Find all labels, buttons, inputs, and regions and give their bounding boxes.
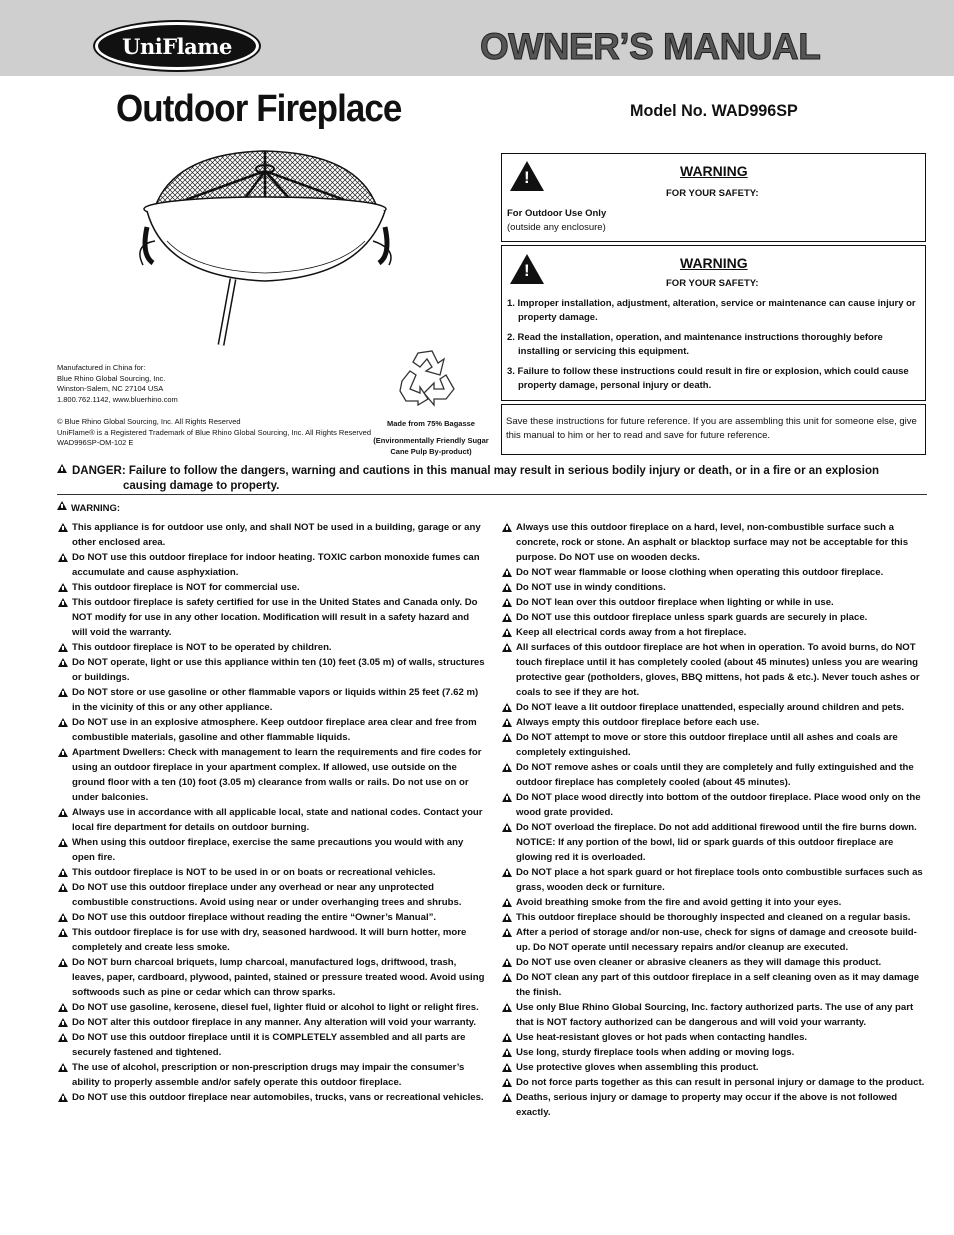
warning-item — [501, 925, 929, 955]
manufacturer-info: Manufactured in China for: Blue Rhino Global Sourcing, Inc. Winston-Salem, NC 27104 USA 1.800.762.1142, www.bluerhino.com — [57, 363, 178, 404]
warning-triangle-icon — [58, 748, 68, 757]
warning-triangle-icon — [502, 1003, 512, 1012]
warning-triangle-icon — [502, 913, 512, 922]
warning-item-text: Keep all electrical cords away from a hot fireplace. — [516, 627, 747, 638]
warning-triangle-icon — [57, 501, 69, 511]
warning-triangle-icon — [502, 643, 512, 652]
warning-triangle-icon — [58, 838, 68, 847]
warning-item — [57, 880, 485, 910]
warning-triangle-icon — [58, 718, 68, 727]
warning-item — [57, 835, 485, 865]
warning-item — [501, 1030, 929, 1045]
warning-item-text: Do NOT use this outdoor fireplace unless spark guards are securely in place. — [516, 612, 868, 623]
warning-item-text: All surfaces of this outdoor fireplace are hot when in operation. To avoid burns, do NOT touch fireplace until it has completely cooled (about 45 minutes) unless you are wearing protective gear (potholders, gloves, BBQ mittens, hot pads & etc.). Never touch ashes or coals to see if they are hot. — [516, 642, 920, 698]
warning-triangle-icon — [58, 553, 68, 562]
warning-triangle-icon — [502, 868, 512, 877]
warning-triangle-icon — [58, 928, 68, 937]
warning-item — [57, 715, 485, 745]
divider — [57, 494, 927, 495]
warning-item-text: Do NOT lean over this outdoor fireplace when lighting or while in use. — [516, 597, 834, 608]
warning-item-text: Apartment Dwellers: Check with management to learn the requirements and fire codes for using an outdoor fireplace in your apartment complex. If allowed, use outside on the ground floor with a ten (10) foot (3.05 m) clearance from walls or rails. Do not use on or under balconies. — [72, 747, 482, 803]
warning-heading: WARNING — [680, 163, 748, 179]
warning-item — [501, 790, 929, 820]
warning-triangle-icon — [502, 928, 512, 937]
warning-item — [501, 625, 929, 640]
warning-item-text: Do NOT place wood directly into bottom of the outdoor fireplace. Place wood only on the wood grate provided. — [516, 792, 921, 818]
warning-item-text: Do NOT remove ashes or coals until they are completely and fully extinguished and the outdoor fireplace has completely cooled (about 45 minutes). — [516, 762, 914, 788]
warning-item — [57, 910, 485, 925]
danger-text-line1: DANGER: Failure to follow the dangers, warning and cautions in this manual may result in serious bodily injury or death, or in a fire or an explosion — [72, 465, 880, 477]
warning-item — [501, 970, 929, 1000]
warning-item — [57, 925, 485, 955]
recycle-icon — [396, 345, 458, 407]
warning-item-text: Do not force parts together as this can result in personal injury or damage to the product. — [516, 1077, 925, 1088]
warning-item — [501, 580, 929, 595]
outdoor-use-note — [507, 207, 606, 235]
warning-item — [501, 895, 929, 910]
warning-subheading: FOR YOUR SAFETY: — [666, 188, 759, 199]
warning-item-text: Do NOT use this outdoor fireplace until it is COMPLETELY assembled and all parts are securely fastened and tightened. — [72, 1032, 466, 1058]
header-bar — [0, 0, 954, 76]
warning-triangle-icon — [58, 958, 68, 967]
warning-triangle-icon — [58, 1033, 68, 1042]
model-number: Model No. WAD996SP — [630, 101, 798, 120]
warning-item — [501, 610, 929, 625]
warning-triangle-icon — [58, 583, 68, 592]
danger-triangle-icon — [57, 464, 69, 474]
warning-item — [501, 1000, 929, 1030]
warning-item — [501, 1060, 929, 1075]
warning-item-text: Always use this outdoor fireplace on a hard, level, non-combustible surface such a concrete, rock or stone. An asphalt or blacktop surface may not be acceptable for this purpose. Do NOT use on wooden decks. — [516, 522, 909, 563]
warning-item-text: Do NOT clean any part of this outdoor fireplace in a self cleaning oven as it may damage the finish. — [516, 972, 920, 998]
warning-triangle-icon — [502, 718, 512, 727]
warning-triangle-icon — [58, 868, 68, 877]
warning-triangle-icon — [58, 523, 68, 532]
warning-item — [501, 865, 929, 895]
warning-item — [501, 715, 929, 730]
warning-item — [501, 595, 929, 610]
warning-item — [501, 955, 929, 970]
warning-triangle-icon — [502, 1033, 512, 1042]
warning-item-text: Do NOT use this outdoor fireplace near automobiles, trucks, vans or recreational vehicles. — [72, 1092, 484, 1103]
product-title: Outdoor Fireplace — [116, 88, 402, 130]
warning-subheading: FOR YOUR SAFETY: — [666, 278, 759, 289]
warning-triangle-icon — [58, 688, 68, 697]
warning-triangle-icon — [510, 161, 544, 191]
warning-item — [57, 955, 485, 1000]
warning-triangle-icon — [502, 598, 512, 607]
warning-triangle-icon — [510, 254, 544, 284]
warning-item — [57, 685, 485, 715]
warning-item-text: After a period of storage and/or non-use, check for signs of damage and creosote build-up. Do NOT operate until necessary repairs and/or cleanup are executed. — [516, 927, 917, 953]
warning-item — [57, 1015, 485, 1030]
warning-section-label: WARNING: — [71, 503, 121, 514]
warnings-right-column — [501, 520, 929, 1120]
warning-triangle-icon — [502, 583, 512, 592]
warnings-left-column — [57, 520, 485, 1105]
safety-item: 3. Failure to follow these instructions could result in fire or explosion, which could cause property damage, personal injury or death. — [507, 366, 909, 391]
warning-item-text: Use only Blue Rhino Global Sourcing, Inc. factory authorized parts. The use of any part that is NOT factory authorized can be dangerous and will void your warranty. — [516, 1002, 914, 1028]
warning-item-text: This outdoor fireplace is NOT to be operated by children. — [72, 642, 332, 653]
warning-item-text: Do NOT operate, light or use this appliance within ten (10) feet (3.05 m) of walls, structures or buildings. — [72, 657, 485, 683]
warning-item-text: Do NOT alter this outdoor fireplace in any manner. Any alteration will void your warranty. — [72, 1017, 477, 1028]
warning-item — [501, 565, 929, 580]
warning-triangle-icon — [502, 733, 512, 742]
warning-triangle-icon — [502, 1093, 512, 1102]
warning-triangle-icon — [58, 1093, 68, 1102]
warning-section-header — [57, 501, 120, 514]
warning-item-text: Do NOT use this outdoor fireplace for indoor heating. TOXIC carbon monoxide fumes can accumulate and cause asphyxiation. — [72, 552, 480, 578]
warning-triangle-icon — [502, 1048, 512, 1057]
warning-item-text: Do NOT burn charcoal briquets, lump charcoal, manufactured logs, driftwood, trash, leaves, paper, cardboard, plywood, painted, stained or pressure treated wood. Avoid using softwoods such as pine or cedar which can throw sparks. — [72, 957, 485, 998]
warning-item — [57, 1060, 485, 1090]
warning-triangle-icon — [58, 1018, 68, 1027]
warning-item-text: This outdoor fireplace is for use with dry, seasoned hardwood. It will burn hotter, more completely and create less smoke. — [72, 927, 467, 953]
warning-item-text: Use heat-resistant gloves or hot pads when contacting handles. — [516, 1032, 808, 1043]
warning-triangle-icon — [58, 1003, 68, 1012]
warning-item-text: Deaths, serious injury or damage to property may occur if the above is not followed exactly. — [516, 1092, 898, 1118]
warning-triangle-icon — [502, 568, 512, 577]
manual-title: OWNER’S MANUAL — [480, 26, 821, 67]
warning-item — [57, 745, 485, 805]
warning-triangle-icon — [502, 628, 512, 637]
warning-item-text: Always empty this outdoor fireplace before each use. — [516, 717, 760, 728]
warning-item — [501, 1045, 929, 1060]
warning-item-text: Do NOT store or use gasoline or other flammable vapors or liquids within 25 feet (7.62 m) in the vicinity of this or any other appliance. — [72, 687, 479, 713]
warning-item — [57, 1090, 485, 1105]
warning-item — [501, 820, 929, 865]
warning-box-outdoor — [501, 153, 926, 242]
warning-triangle-icon — [502, 898, 512, 907]
warning-triangle-icon — [58, 658, 68, 667]
warning-item — [501, 700, 929, 715]
warning-triangle-icon — [502, 1078, 512, 1087]
warning-item-text: Avoid breathing smoke from the fire and avoid getting it into your eyes. — [516, 897, 842, 908]
warning-item — [501, 910, 929, 925]
save-instructions-box — [501, 404, 926, 455]
safety-list — [507, 297, 919, 399]
warning-item — [57, 1030, 485, 1060]
save-instructions-text: Save these instructions for future reference. If you are assembling this unit for someone else, give this manual to him or her to read and save for future reference. — [506, 416, 917, 441]
warning-item-text: Do NOT use this outdoor fireplace under any overhead or near any unprotected combustible constructions. Avoid using near or under overhanging trees and shrubs. — [72, 882, 462, 908]
warning-triangle-icon — [502, 523, 512, 532]
warning-item — [501, 760, 929, 790]
warning-heading: WARNING — [680, 255, 748, 271]
uniflame-logo — [95, 22, 259, 70]
warning-item — [57, 655, 485, 685]
warning-triangle-icon — [502, 763, 512, 772]
warning-item — [57, 595, 485, 640]
safety-item: 1. Improper installation, adjustment, alteration, service or maintenance can cause injury or property damage. — [507, 298, 916, 323]
outdoor-use-detail: (outside any enclosure) — [507, 222, 606, 233]
warning-triangle-icon — [58, 808, 68, 817]
warning-item — [57, 580, 485, 595]
warning-triangle-icon — [502, 703, 512, 712]
warning-item-text: Do NOT use gasoline, kerosene, diesel fuel, lighter fluid or alcohol to light or relight fires. — [72, 1002, 479, 1013]
warning-triangle-icon — [58, 1063, 68, 1072]
warning-item — [57, 520, 485, 550]
warning-triangle-icon — [502, 613, 512, 622]
warning-item — [501, 730, 929, 760]
warning-item-text: The use of alcohol, prescription or non-prescription drugs may impair the consumer’s ability to properly assemble and/or safely operate this outdoor fireplace. — [72, 1062, 465, 1088]
warning-item-text: This outdoor fireplace is NOT for commercial use. — [72, 582, 300, 593]
warning-item-text: This appliance is for outdoor use only, and shall NOT be used in a building, garage or any other enclosed area. — [72, 522, 481, 548]
warning-triangle-icon — [58, 883, 68, 892]
danger-text-line2: causing damage to property. — [123, 479, 280, 492]
warning-item — [501, 520, 929, 565]
warning-item-text: Do NOT overload the fireplace. Do not add additional firewood until the fire burns down. NOTICE: If any portion of the bowl, lid or spark guards of this outdoor fireplace are glowing red it is overloaded. — [516, 822, 917, 863]
warning-item-text: Do NOT use in an explosive atmosphere. Keep outdoor fireplace area clear and free from combustible materials, gasoline and other flammable liquids. — [72, 717, 477, 743]
bagasse-subtitle: (Environmentally Friendly Sugar Cane Pulp By-product) — [373, 436, 489, 456]
warning-item-text: Do NOT attempt to move or store this outdoor fireplace until all ashes and coals are completely extinguished. — [516, 732, 898, 758]
warning-item-text: This outdoor fireplace should be thoroughly inspected and cleaned on a regular basis. — [516, 912, 911, 923]
warning-item-text: Use protective gloves when assembling this product. — [516, 1062, 759, 1073]
fireplace-illustration — [135, 145, 397, 363]
warning-item-text: Do NOT use in windy conditions. — [516, 582, 666, 593]
warning-triangle-icon — [502, 823, 512, 832]
warning-triangle-icon — [502, 958, 512, 967]
warning-box-safety — [501, 245, 926, 401]
brand-name: UniFlame — [122, 33, 232, 59]
bagasse-note — [370, 418, 492, 457]
warning-triangle-icon — [502, 1063, 512, 1072]
warning-triangle-icon — [58, 598, 68, 607]
warning-item-text: Do NOT leave a lit outdoor fireplace unattended, especially around children and pets. — [516, 702, 905, 713]
warning-item-text: Do NOT use oven cleaner or abrasive cleaners as they will damage this product. — [516, 957, 882, 968]
bagasse-title: Made from 75% Bagasse — [387, 419, 475, 428]
warning-item — [57, 865, 485, 880]
warning-item-text: Use long, sturdy fireplace tools when adding or moving logs. — [516, 1047, 795, 1058]
outdoor-use-title: For Outdoor Use Only — [507, 208, 607, 219]
warning-triangle-icon — [502, 973, 512, 982]
warning-item — [57, 640, 485, 655]
copyright-notice: © Blue Rhino Global Sourcing, Inc. All Rights Reserved UniFlame® is a Registered Trademark of Blue Rhino Global Sourcing, Inc. All Rights Reserved WAD996SP-OM-102 E — [57, 417, 372, 448]
warning-item-text: Do NOT wear flammable or loose clothing when operating this outdoor fireplace. — [516, 567, 884, 578]
danger-notice — [57, 464, 927, 493]
warning-item — [57, 1000, 485, 1015]
warning-item-text: Do NOT place a hot spark guard or hot fireplace tools onto combustible surfaces such as grass, wooden deck or furniture. — [516, 867, 923, 893]
warning-triangle-icon — [502, 793, 512, 802]
warning-triangle-icon — [58, 913, 68, 922]
safety-item: 2. Read the installation, operation, and maintenance instructions thoroughly before installing or servicing this equipment. — [507, 332, 883, 357]
warning-item — [57, 550, 485, 580]
warning-item-text: This outdoor fireplace is NOT to be used in or on boats or recreational vehicles. — [72, 867, 436, 878]
warning-item-text: Always use in accordance with all applicable local, state and national codes. Contact your local fire department for details on outdoor burning. — [72, 807, 483, 833]
warning-triangle-icon — [58, 643, 68, 652]
warning-item-text: Do NOT use this outdoor fireplace without reading the entire “Owner’s Manual”. — [72, 912, 437, 923]
warning-item — [501, 1075, 929, 1090]
warning-item-text: When using this outdoor fireplace, exercise the same precautions you would with any open fire. — [72, 837, 464, 863]
warning-item — [57, 805, 485, 835]
warning-item-text: This outdoor fireplace is safety certified for use in the United States and Canada only. Do NOT modify for use in any other location. Modification will result in a safety hazard and will void the warranty. — [72, 597, 478, 638]
warning-item — [501, 640, 929, 700]
warning-item — [501, 1090, 929, 1120]
